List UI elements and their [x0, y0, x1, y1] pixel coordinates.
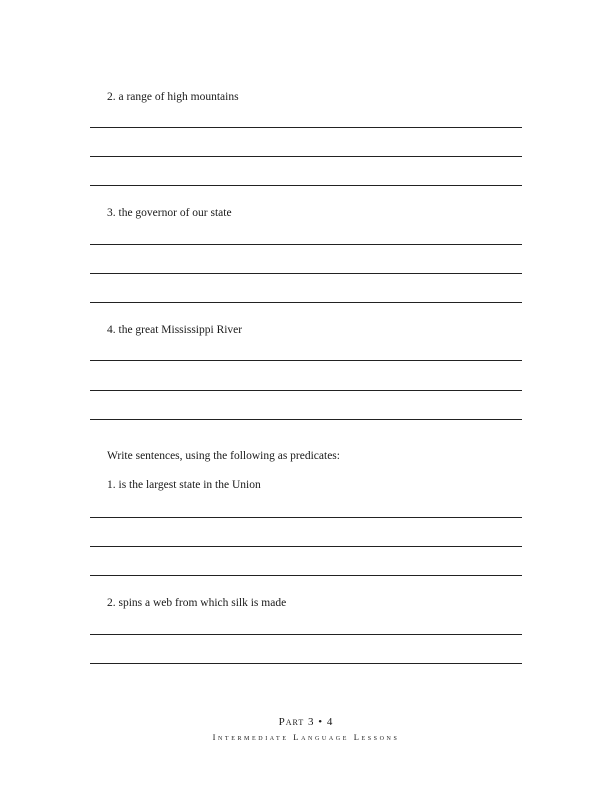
predicates-instruction: Write sentences, using the following as predicates:: [107, 450, 340, 462]
answer-line[interactable]: [90, 156, 522, 157]
answer-line[interactable]: [90, 244, 522, 245]
answer-line[interactable]: [90, 273, 522, 274]
answer-line[interactable]: [90, 302, 522, 303]
footer-page-number: Part 3 • 4: [278, 716, 334, 728]
footer-book-title: Intermediate Language Lessons: [212, 732, 400, 742]
predicate-item-2: 2. spins a web from which silk is made: [107, 597, 287, 609]
answer-line[interactable]: [90, 546, 522, 547]
answer-line[interactable]: [90, 575, 522, 576]
predicate-item-1: 1. is the largest state in the Union: [107, 479, 261, 491]
answer-line[interactable]: [90, 517, 522, 518]
exercise-item-3: 3. the governor of our state: [107, 207, 232, 219]
answer-line[interactable]: [90, 419, 522, 420]
exercise-item-4: 4. the great Mississippi River: [107, 324, 243, 336]
answer-line[interactable]: [90, 634, 522, 635]
answer-line[interactable]: [90, 663, 522, 664]
exercise-item-2: 2. a range of high mountains: [107, 91, 239, 103]
answer-line[interactable]: [90, 127, 522, 128]
answer-line[interactable]: [90, 360, 522, 361]
answer-line[interactable]: [90, 390, 522, 391]
answer-line[interactable]: [90, 185, 522, 186]
